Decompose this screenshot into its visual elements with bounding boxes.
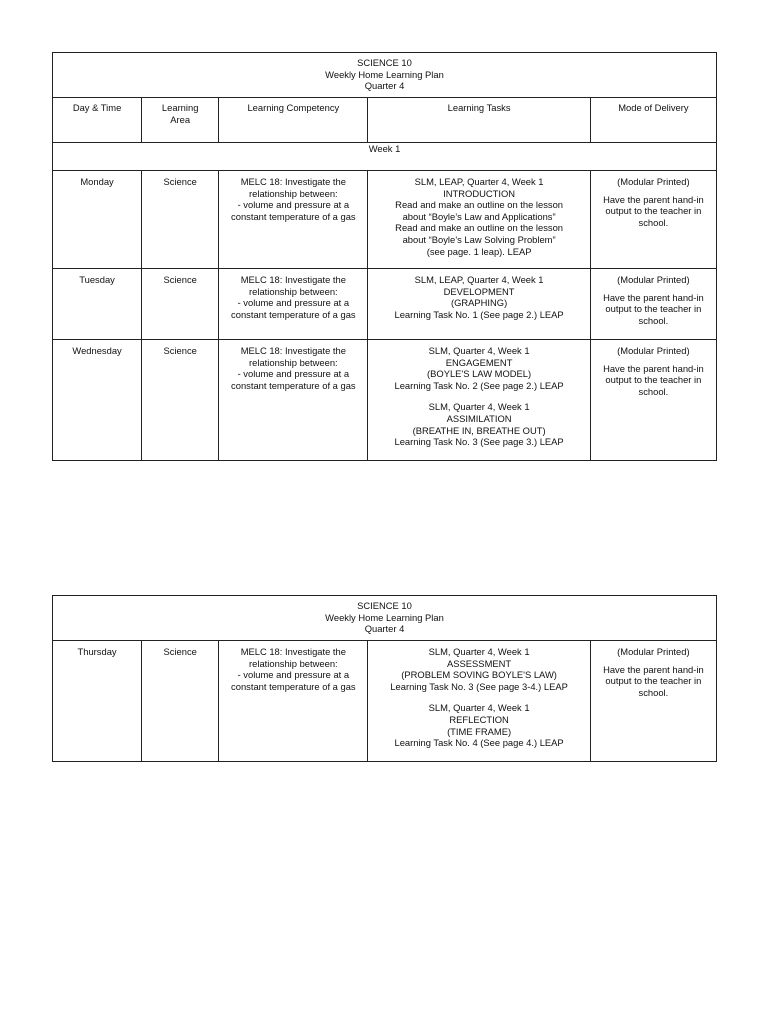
- learning-plan-table-page1: [52, 52, 717, 461]
- day-cell: Thursday: [53, 641, 142, 762]
- task-line: SLM, Quarter 4, Week 1: [428, 646, 530, 657]
- competency-line: - volume and pressure at a: [237, 199, 350, 211]
- competency-line: MELC 18: Investigate the: [240, 176, 346, 187]
- task-line: ASSIMILATION: [446, 412, 512, 424]
- task-line: SLM, Quarter 4, Week 1: [428, 702, 530, 714]
- area-cell: Science: [142, 269, 219, 340]
- task-line: Learning Task No. 3 (See page 3-4.) LEAP: [390, 680, 568, 692]
- plan-header-row: [53, 596, 717, 641]
- week-row: [53, 143, 717, 171]
- task-line: Read and make an outline on the lesson: [395, 199, 563, 211]
- tasks-cell: [368, 171, 590, 269]
- plan-row-tuesday: [53, 269, 717, 340]
- plan-row-thursday: [53, 641, 717, 762]
- competency-line: relationship between:: [249, 657, 338, 669]
- plan-title-quarter: Quarter 4: [364, 80, 405, 92]
- tasks-cell: [368, 269, 590, 340]
- mode-cell: [590, 269, 716, 340]
- mode-instruction-line: school.: [638, 686, 669, 698]
- task-line: DEVELOPMENT: [443, 285, 515, 297]
- column-header-competency: Learning Competency: [219, 98, 368, 143]
- task-line: SLM, Quarter 4, Week 1: [428, 345, 530, 356]
- competency-line: MELC 18: Investigate the: [240, 345, 346, 356]
- mode-instruction-line: school.: [638, 216, 669, 228]
- task-line: ENGAGEMENT: [445, 356, 513, 368]
- tasks-cell: [368, 641, 590, 762]
- tasks-cell: [368, 340, 590, 461]
- day-cell: Wednesday: [53, 340, 142, 461]
- mode-instruction-line: Have the parent hand-in: [603, 663, 704, 675]
- plan-title-name: Weekly Home Learning Plan: [325, 68, 444, 80]
- mode-type: (Modular Printed): [617, 274, 690, 285]
- task-line: about “Boyle’s Law and Applications”: [402, 210, 556, 222]
- plan-title-quarter: Quarter 4: [364, 623, 405, 635]
- plan-title-subject: SCIENCE 10: [357, 600, 412, 611]
- plan-title-name: Weekly Home Learning Plan: [325, 611, 444, 623]
- task-line: SLM, Quarter 4, Week 1: [428, 401, 530, 413]
- column-header-row: [53, 98, 717, 143]
- competency-line: relationship between:: [249, 356, 338, 368]
- task-line: Learning Task No. 3 (See page 3.) LEAP: [394, 436, 564, 448]
- task-line: REFLECTION: [449, 713, 509, 725]
- column-header-area-line2: Area: [170, 113, 191, 125]
- task-line: (see page. 1 leap). LEAP: [426, 245, 532, 257]
- mode-cell: [590, 641, 716, 762]
- mode-instruction-line: school.: [638, 385, 669, 397]
- competency-line: relationship between:: [249, 187, 338, 199]
- task-line: Read and make an outline on the lesson: [395, 222, 563, 234]
- plan-title-block: [53, 596, 717, 641]
- mode-instruction-line: Have the parent hand-in: [603, 291, 704, 303]
- task-line: (PROBLEM SOVING BOYLE'S LAW): [401, 669, 557, 681]
- mode-instruction-line: output to the teacher in: [605, 303, 702, 315]
- column-header-day: Day & Time: [53, 98, 142, 143]
- plan-row-monday: [53, 171, 717, 269]
- competency-cell: [219, 171, 368, 269]
- mode-instruction-line: output to the teacher in: [605, 205, 702, 217]
- plan-row-wednesday: [53, 340, 717, 461]
- competency-line: constant temperature of a gas: [231, 210, 356, 222]
- task-line: about “Boyle’s Law Solving Problem”: [402, 233, 556, 245]
- competency-line: constant temperature of a gas: [231, 379, 356, 391]
- task-line: Learning Task No. 1 (See page 2.) LEAP: [394, 308, 564, 320]
- competency-line: - volume and pressure at a: [237, 368, 350, 380]
- competency-line: relationship between:: [249, 285, 338, 297]
- mode-cell: [590, 171, 716, 269]
- task-line: SLM, LEAP, Quarter 4, Week 1: [414, 274, 544, 285]
- column-header-area-line1: Learning: [161, 102, 199, 113]
- area-cell: Science: [142, 641, 219, 762]
- area-cell: Science: [142, 340, 219, 461]
- competency-cell: [219, 340, 368, 461]
- competency-line: - volume and pressure at a: [237, 669, 350, 681]
- task-line: (TIME FRAME): [447, 725, 512, 737]
- column-header-tasks: Learning Tasks: [368, 98, 590, 143]
- competency-line: constant temperature of a gas: [231, 308, 356, 320]
- mode-instruction-line: school.: [638, 314, 669, 326]
- task-line: (GRAPHING): [450, 297, 508, 309]
- task-line: Learning Task No. 4 (See page 4.) LEAP: [394, 737, 564, 749]
- mode-type: (Modular Printed): [617, 176, 690, 187]
- mode-type: (Modular Printed): [617, 345, 690, 356]
- column-header-area: [142, 98, 219, 143]
- task-line: (BREATHE IN, BREATHE OUT): [412, 424, 546, 436]
- competency-line: constant temperature of a gas: [231, 680, 356, 692]
- plan-header-row: [53, 53, 717, 98]
- task-line: Learning Task No. 2 (See page 2.) LEAP: [394, 379, 564, 391]
- competency-cell: [219, 269, 368, 340]
- task-line: (BOYLE'S LAW MODEL): [427, 368, 532, 380]
- plan-title-subject: SCIENCE 10: [357, 57, 412, 68]
- learning-plan-table-page2: [52, 595, 717, 762]
- mode-instruction-line: output to the teacher in: [605, 374, 702, 386]
- competency-line: MELC 18: Investigate the: [240, 274, 346, 285]
- day-cell: Tuesday: [53, 269, 142, 340]
- competency-line: MELC 18: Investigate the: [240, 646, 346, 657]
- mode-instruction-line: output to the teacher in: [605, 675, 702, 687]
- task-line: SLM, LEAP, Quarter 4, Week 1: [414, 176, 544, 187]
- mode-instruction-line: Have the parent hand-in: [603, 193, 704, 205]
- week-label: Week 1: [53, 143, 717, 171]
- task-line: INTRODUCTION: [443, 187, 516, 199]
- column-header-mode: Mode of Delivery: [590, 98, 716, 143]
- competency-line: - volume and pressure at a: [237, 297, 350, 309]
- plan-title-block: [53, 53, 717, 98]
- mode-type: (Modular Printed): [617, 646, 690, 657]
- day-cell: Monday: [53, 171, 142, 269]
- task-line: ASSESSMENT: [447, 657, 512, 669]
- mode-instruction-line: Have the parent hand-in: [603, 362, 704, 374]
- mode-cell: [590, 340, 716, 461]
- competency-cell: [219, 641, 368, 762]
- area-cell: Science: [142, 171, 219, 269]
